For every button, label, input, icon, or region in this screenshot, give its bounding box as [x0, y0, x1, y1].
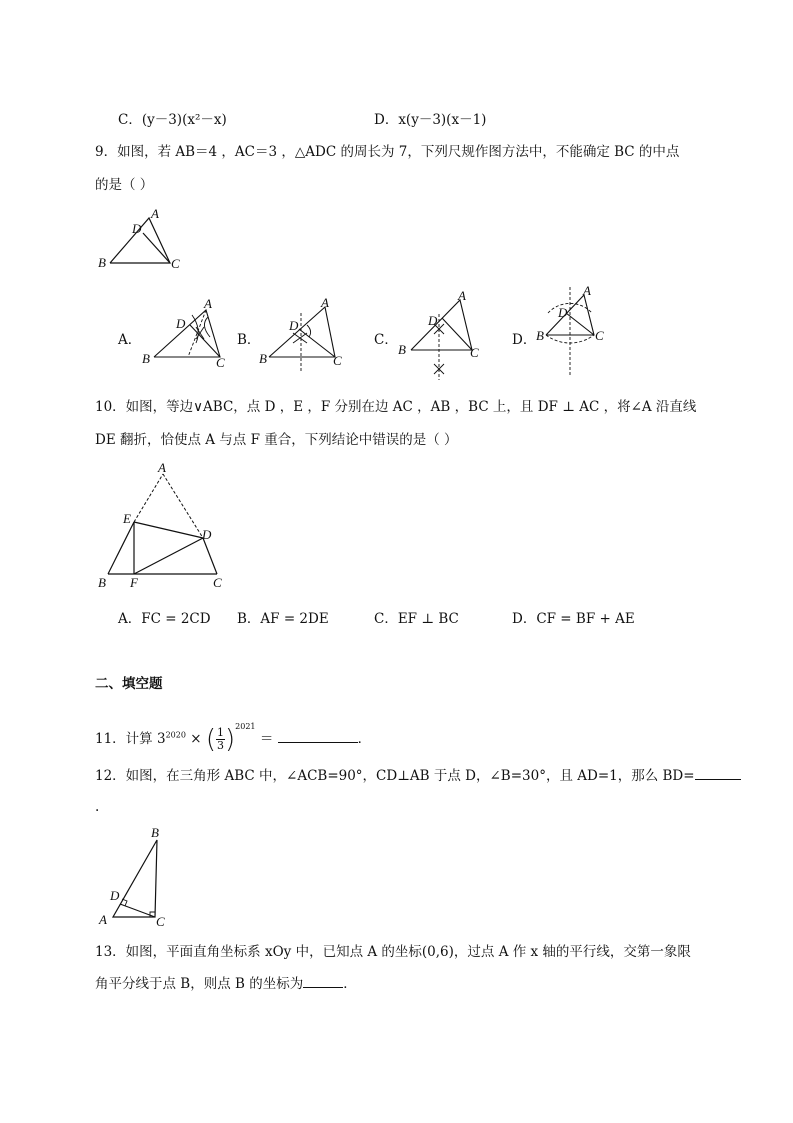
q9a-label-b: B [142, 351, 150, 366]
q10-option-c: C．EF ⊥ BC [374, 611, 459, 627]
q12-figure [95, 822, 175, 932]
q13-stem-line2 [95, 974, 357, 994]
q10-option-b: B．AF = 2DE [237, 611, 329, 627]
q9-stem-line2: 的是（ ） [95, 177, 154, 193]
q9a-label-a: A [204, 296, 212, 311]
q12-line1-text: 12．如图，在三角形 ABC 中，∠ACB=90°，CD⊥AB 于点 D，∠B=30°，且 AD=1，那么 BD= [95, 768, 695, 784]
q9d-label-c: C [595, 328, 604, 343]
q9-option-d-figure [536, 285, 616, 385]
q11-equals: ＝ [259, 731, 274, 747]
q10-option-d: D．CF = BF + AE [512, 611, 635, 627]
q11-numerator: 1 [217, 726, 224, 739]
q13-line2-text: 角平分线于点 B，则点 B 的坐标为 [95, 976, 304, 992]
q13-answer-blank[interactable] [303, 987, 343, 988]
q9c-label-c: C [470, 345, 479, 360]
q10-fig-label-a: A [158, 460, 166, 475]
section-title: 二、填空题 [95, 676, 163, 692]
q9-option-a-label: A． [118, 332, 142, 348]
q11-exp1: 2020 [165, 730, 186, 740]
q9a-label-c: C [216, 355, 225, 370]
q9-fig-label-a: A [151, 206, 159, 221]
q10-fig-label-c: C [213, 575, 222, 590]
q8-option-d: D．x(y－3)(x－1) [374, 112, 487, 128]
q9d-label-b: B [536, 328, 544, 343]
q12-fig-label-d: D [110, 888, 120, 903]
q9-option-b-figure [257, 295, 347, 375]
q13-stem-line1: 13．如图，平面直角坐标系 xOy 中，已知点 A 的坐标(0,6)，过点 A 作 x 轴的平行线，交第一象限 [95, 944, 691, 960]
q13-end: ． [343, 976, 357, 992]
q11-prefix: 11．计算 [95, 731, 153, 747]
q9b-label-a: A [321, 295, 329, 310]
q12-answer-blank[interactable] [695, 779, 741, 780]
q12-fig-label-a: A [99, 912, 107, 927]
q9-stem-line1: 9．如图，若 AB＝4 ，AC＝3 ，△ADC 的周长为 7，下列尺规作图方法中，不能确定 BC 的中点 [95, 144, 680, 160]
q11-exp2: 2021 [235, 722, 256, 731]
q10-fig-label-e: E [123, 511, 131, 526]
q9c-label-a: A [458, 288, 466, 303]
q9c-label-d: D [428, 313, 438, 328]
q12-fig-label-b: B [151, 825, 159, 840]
q11-denominator: 3 [217, 739, 224, 752]
q10-stem-line2: DE 翻折，恰使点 A 与点 F 重合，下列结论中错误的是（ ） [95, 432, 458, 448]
q10-stem-line1: 10．如图，等边∨ABC，点 D ，E ，F 分别在边 AC ，AB ，BC 上，且 DF ⊥ AC ，将∠A 沿直线 [95, 399, 697, 415]
q9-option-b-label: B． [237, 332, 261, 348]
q9-figure [95, 205, 195, 275]
q11-times: × [190, 731, 202, 747]
q9-option-c-label: C． [374, 332, 398, 348]
q10-fig-label-d: D [202, 527, 212, 542]
q11-stem: 11．计算 $3^{2020}$ × ( $\frac{1}{3}$ )$^{2021}$ ＝ ． [95, 722, 372, 755]
q9b-label-b: B [259, 351, 267, 366]
q11-base: 3 [156, 731, 166, 747]
q12-fig-label-c: C [156, 914, 165, 929]
q11-fraction [216, 727, 225, 752]
q12-stem-line1 [95, 766, 741, 786]
q10-figure [95, 460, 235, 595]
q11-answer-blank[interactable] [278, 742, 358, 743]
q9-fig-label-d: D [132, 221, 142, 236]
q11-end: ． [357, 731, 372, 747]
q9-fig-label-b: B [98, 255, 106, 270]
q9c-label-b: B [398, 342, 406, 357]
q10-fig-label-f: F [130, 575, 138, 590]
q9b-label-d: D [289, 318, 299, 333]
q9d-label-a: A [583, 283, 591, 298]
q9-fig-label-c: C [171, 256, 180, 271]
q9-option-c-figure [396, 290, 486, 385]
q9a-label-d: D [176, 316, 186, 331]
q9-option-a-figure [140, 295, 230, 370]
q12-stem-line2: . [95, 799, 100, 815]
q9b-label-c: C [333, 353, 342, 368]
q8-option-c: C．(y－3)(x²－x) [118, 112, 227, 128]
q9-option-d-label: D． [512, 332, 537, 348]
q10-fig-label-b: B [98, 575, 106, 590]
q10-option-a: A．FC = 2CD [118, 611, 211, 627]
q9d-label-d: D [558, 305, 568, 320]
